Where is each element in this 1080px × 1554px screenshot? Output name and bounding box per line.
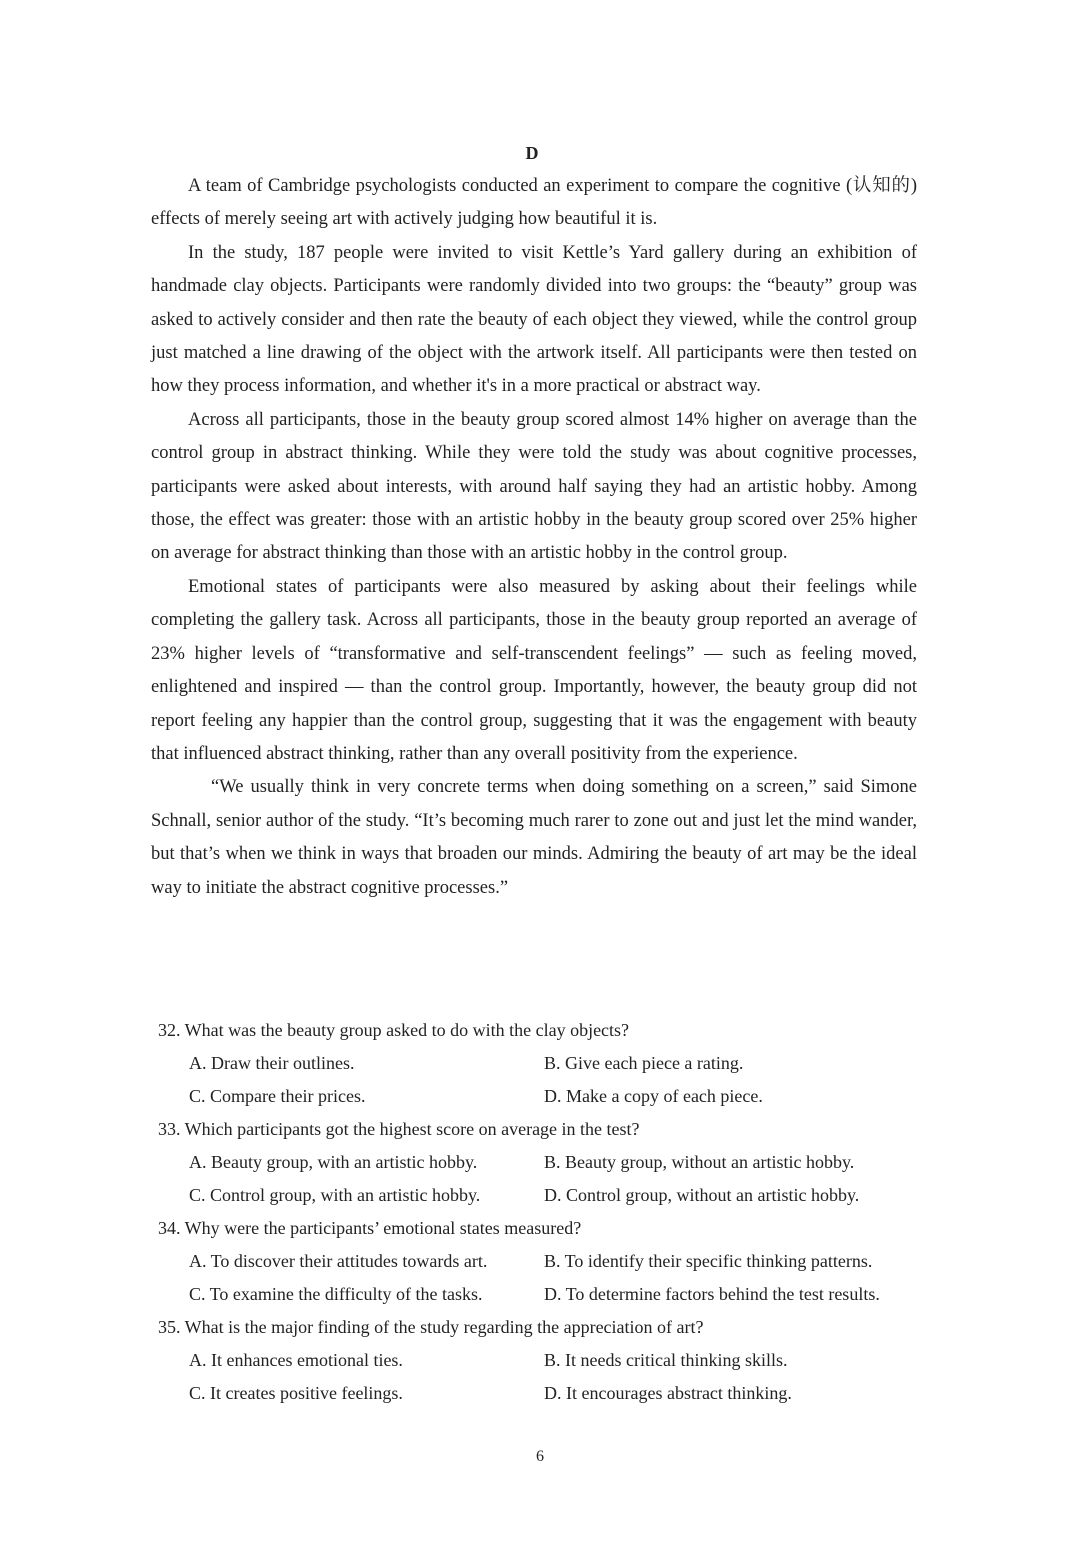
answer-option-b: B. Give each piece a rating. <box>544 1053 744 1073</box>
answer-options <box>158 1146 918 1212</box>
passage-paragraph: Across all participants, those in the beauty group scored almost 14% higher on average than the control group in abstract thinking. While they were told the study was about cognitive processes, participants were asked about interests, with around half saying they had an artistic hobby. Among those, the effect was greater: those with an artistic hobby in the beauty group scored over 25% higher on average for abstract thinking than those with an artistic hobby in the control group. <box>151 409 917 564</box>
question-item <box>158 1311 918 1410</box>
answer-options <box>158 1344 918 1410</box>
answer-option-c: C. Compare their prices. <box>189 1086 366 1106</box>
question-stem: 32. What was the beauty group asked to do with the clay objects? <box>158 1020 630 1040</box>
question-item <box>158 1212 918 1311</box>
answer-option-a: A. Draw their outlines. <box>189 1053 355 1073</box>
question-stem: 33. Which participants got the highest score on average in the test? <box>158 1119 640 1139</box>
answer-option-c: C. To examine the difficulty of the tasks. <box>189 1284 483 1304</box>
passage-paragraph: In the study, 187 people were invited to visit Kettle’s Yard gallery during an exhibition of handmade clay objects. Participants were randomly divided into two groups: the “beauty” group was asked to actively consider and then rate the beauty of each object they viewed, while the control group just matched a line drawing of the object with the artwork itself. All participants were then tested on how they process information, and whether it's in a more practical or abstract way. <box>151 242 917 397</box>
question-item <box>158 1113 918 1212</box>
answer-option-c: C. Control group, with an artistic hobby. <box>189 1185 481 1205</box>
question-stem: 35. What is the major finding of the study regarding the appreciation of art? <box>158 1317 704 1337</box>
answer-option-c: C. It creates positive feelings. <box>189 1383 403 1403</box>
answer-option-a: A. To discover their attitudes towards art. <box>189 1251 488 1271</box>
answer-option-d: D. Control group, without an artistic hobby. <box>544 1185 860 1205</box>
answer-option-d: D. Make a copy of each piece. <box>544 1086 763 1106</box>
question-stem: 34. Why were the participants’ emotional states measured? <box>158 1218 582 1238</box>
answer-options <box>158 1047 918 1113</box>
passage-paragraph: Emotional states of participants were also measured by asking about their feelings while completing the gallery task. Across all participants, those in the beauty group reported an average of 23% higher levels of “transformative and self-transcendent feelings” — such as feeling moved, enlightened and inspired — than the control group. Importantly, however, the beauty group did not report feeling any happier than the control group, suggesting that it was the engagement with beauty that influenced abstract thinking, rather than any overall positivity from the experience. <box>151 576 917 764</box>
page-number: 6 <box>536 1448 544 1465</box>
reading-passage <box>151 170 917 905</box>
question-item <box>158 1014 918 1113</box>
answer-option-b: B. To identify their specific thinking patterns. <box>544 1251 873 1271</box>
section-title: D <box>525 143 539 163</box>
question-list <box>158 1014 918 1410</box>
answer-option-d: D. To determine factors behind the test results. <box>544 1284 880 1304</box>
answer-option-a: A. Beauty group, with an artistic hobby. <box>189 1152 478 1172</box>
answer-option-d: D. It encourages abstract thinking. <box>544 1383 792 1403</box>
answer-option-b: B. It needs critical thinking skills. <box>544 1350 788 1370</box>
passage-paragraph: “We usually think in very concrete terms when doing something on a screen,” said Simone Schnall, senior author of the study. “It’s becoming much rarer to zone out and just let the mind wander, but that’s when we think in ways that broaden our minds. Admiring the beauty of art may be the ideal way to initiate the abstract cognitive processes.” <box>151 777 917 898</box>
passage-paragraph: A team of Cambridge psychologists conducted an experiment to compare the cognitive (认知的) effects of merely seeing art with actively judging how beautiful it is. <box>151 176 917 230</box>
answer-option-a: A. It enhances emotional ties. <box>189 1350 403 1370</box>
answer-option-b: B. Beauty group, without an artistic hobby. <box>544 1152 855 1172</box>
answer-options <box>158 1245 918 1311</box>
